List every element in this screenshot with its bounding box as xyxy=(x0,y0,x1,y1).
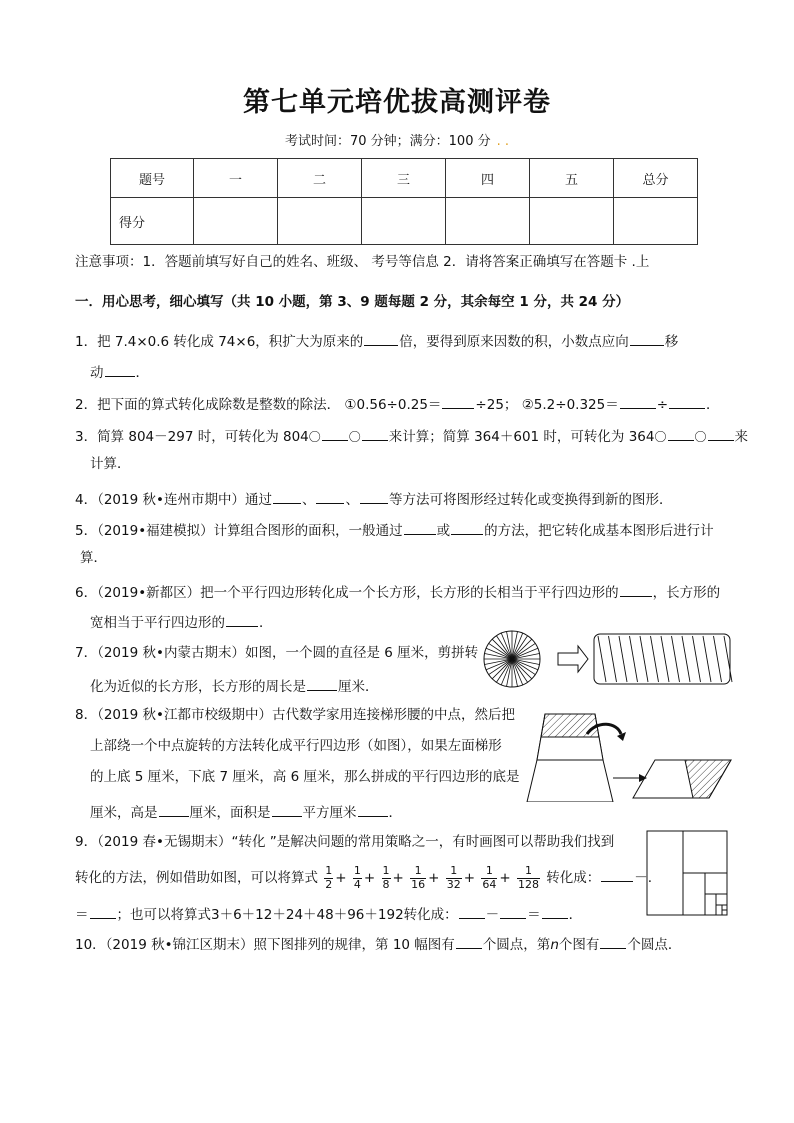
strip-line xyxy=(682,636,690,682)
score-cell[interactable] xyxy=(446,198,530,245)
question-8-line2: 上部绕一个中点旋转的方法转化成平行四边形（如图），如果左面梯形 xyxy=(90,738,502,754)
answer-blank[interactable] xyxy=(322,428,348,441)
score-cell[interactable] xyxy=(194,198,278,245)
answer-blank[interactable] xyxy=(456,936,482,949)
halving-squares-figure xyxy=(646,830,728,916)
answer-blank[interactable] xyxy=(620,396,656,409)
fraction: $\frac{1}{64}$ xyxy=(482,864,497,891)
answer-blank[interactable] xyxy=(272,804,302,817)
trapezoid-to-parallelogram-figure xyxy=(525,710,735,802)
row-label-score: 得分 xyxy=(111,198,194,245)
trapezoid-lower xyxy=(527,760,613,802)
score-table xyxy=(110,158,698,245)
fraction: $\frac{1}{8}$ xyxy=(382,864,390,891)
question-2: 2．把下面的算式转化成除数是整数的除法． ①0.56÷0.25＝ ÷25； ②5.2÷0.325＝ ÷ ． xyxy=(75,397,720,413)
answer-blank[interactable] xyxy=(316,491,344,504)
answer-blank[interactable] xyxy=(273,491,301,504)
answer-blank[interactable] xyxy=(358,804,388,817)
answer-blank[interactable] xyxy=(90,906,116,919)
exam-time-score: 考试时间：70 分钟；满分：100 分 xyxy=(284,134,491,149)
question-7-cont: 化为近似的长方形，长方形的周长是 厘米． xyxy=(90,679,379,695)
strip-line xyxy=(672,636,680,682)
question-1-cont: 动 ． xyxy=(90,365,149,381)
answer-blank[interactable] xyxy=(362,428,388,441)
header-total: 总分 xyxy=(614,159,698,198)
header-section-2: 二 xyxy=(278,159,362,198)
answer-blank[interactable] xyxy=(364,333,398,346)
strip-line xyxy=(598,636,606,682)
strip-line xyxy=(619,636,627,682)
strip-line xyxy=(714,636,722,682)
question-5: 5．（2019•福建模拟）计算组合图形的面积，一般通过 或 的方法，把它转化成基本图形后进行计 xyxy=(75,523,714,539)
fraction: $\frac{1}{4}$ xyxy=(353,864,361,891)
trapezoid-top-half xyxy=(541,714,599,737)
strip-line xyxy=(661,636,669,682)
answer-blank[interactable] xyxy=(708,428,734,441)
answer-blank[interactable] xyxy=(601,869,633,882)
answer-blank[interactable] xyxy=(542,906,568,919)
answer-blank[interactable] xyxy=(404,522,436,535)
strip-line xyxy=(703,636,711,682)
question-1: 1．把 7.4×0.6 转化成 74×6，积扩大为原来的 倍，要得到原来因数的积，小数点应向 移 xyxy=(75,334,679,350)
question-8-line4: 厘米，高是 厘米，面积是 平方厘米 ． xyxy=(90,805,402,821)
strip-line xyxy=(630,636,638,682)
answer-blank[interactable] xyxy=(442,396,474,409)
score-cell[interactable] xyxy=(614,198,698,245)
fraction: $\frac{1}{16}$ xyxy=(411,864,426,891)
question-3-cont: 计算． xyxy=(90,456,131,472)
answer-blank[interactable] xyxy=(668,428,694,441)
answer-blank[interactable] xyxy=(451,522,483,535)
score-table-score-row xyxy=(111,198,698,245)
question-6-cont: 宽相当于平行四边形的 ． xyxy=(90,615,273,631)
header-section-1: 一 xyxy=(194,159,278,198)
question-9: 9．（2019 春•无锡期末）“转化 ”是解决问题的常用策略之一，有时画图可以帮助我们找到 xyxy=(75,834,615,850)
question-9-line3: ＝ ；也可以将算式3＋6＋12＋24＋48＋96＋192转化成： － ＝ ． xyxy=(75,907,583,923)
question-5-cont: 算． xyxy=(80,550,107,566)
question-8-line3: 的上底 5 厘米，下底 7 厘米，高 6 厘米，那么拼成的平行四边形的底是 xyxy=(90,769,520,785)
exam-info xyxy=(0,130,794,149)
subtitle-dots: . . xyxy=(496,134,510,149)
question-9-line2: 转化的方法，例如借助如图，可以将算式 $\frac{1}{2}$ + $\frac{1}{4}$ + $\frac{1}{8}$ + $\frac{1}{16}$ + $\frac{1}{32}$ + $\frac{1}{64}$ + $\frac{1}{128}$ 转化成： －. xyxy=(75,864,653,891)
answer-blank[interactable] xyxy=(500,906,526,919)
question-7: 7．（2019 秋•内蒙古期末）如图，一个圆的直径是 6 厘米，剪拼转 xyxy=(75,645,479,661)
parallelogram-hatched-part xyxy=(685,760,731,798)
page-title: 第七单元培优拔高测评卷 xyxy=(243,87,551,118)
strip-line xyxy=(609,636,617,682)
strip-line xyxy=(640,636,648,682)
section-1-heading: 一．用心思考，细心填写（共 10 小题，第 3、9 题每题 2 分，其余每空 1 分，共 24 分） xyxy=(75,294,630,310)
fraction: $\frac{1}{2}$ xyxy=(325,864,333,891)
header-section-3: 三 xyxy=(362,159,446,198)
header-question-number: 题号 xyxy=(111,159,194,198)
answer-blank[interactable] xyxy=(159,804,189,817)
score-cell[interactable] xyxy=(278,198,362,245)
strip-lines xyxy=(598,636,732,682)
question-8: 8．（2019 秋•江都市校级期中）古代数学家用连接梯形腰的中点，然后把 xyxy=(75,707,515,723)
circle-to-rectangle-figure xyxy=(480,626,740,692)
strip-line xyxy=(724,636,732,682)
notice: 注意事项：1．答题前填写好自己的姓名、班级、 考号等信息 2．请将答案正确填写在答题卡 .上 xyxy=(75,254,650,270)
score-cell[interactable] xyxy=(530,198,614,245)
score-table-header-row xyxy=(111,159,698,198)
question-3: 3．简算 804－297 时，可转化为 804〇 〇 来计算；简算 364＋601 时，可转化为 364〇 〇 来 xyxy=(75,429,749,445)
question-4: 4．（2019 秋•连州市期中）通过 、 、 等方法可将图形经过转化或变换得到新的图形． xyxy=(75,492,673,508)
answer-blank[interactable] xyxy=(459,906,485,919)
answer-blank[interactable] xyxy=(620,584,652,597)
question-6: 6．（2019•新都区）把一个平行四边形转化成一个长方形，长方形的长相当于平行四边形的 ，长方形的 xyxy=(75,585,721,601)
header-section-4: 四 xyxy=(446,159,530,198)
answer-blank[interactable] xyxy=(600,936,626,949)
answer-blank[interactable] xyxy=(360,491,388,504)
strip-line xyxy=(693,636,701,682)
strip-line xyxy=(651,636,659,682)
fraction: $\frac{1}{32}$ xyxy=(446,864,461,891)
arrow-icon xyxy=(558,646,588,672)
question-10: 10．（2019 秋•锦江区期末）照下图排列的规律，第 10 幅图有 个圆点，第n个图有 个圆点． xyxy=(75,937,682,953)
answer-blank[interactable] xyxy=(105,364,135,377)
answer-blank[interactable] xyxy=(226,614,258,627)
answer-blank[interactable] xyxy=(630,333,664,346)
fraction: $\frac{1}{128}$ xyxy=(517,864,539,891)
answer-blank[interactable] xyxy=(669,396,705,409)
answer-blank[interactable] xyxy=(307,678,337,691)
score-cell[interactable] xyxy=(362,198,446,245)
header-section-5: 五 xyxy=(530,159,614,198)
